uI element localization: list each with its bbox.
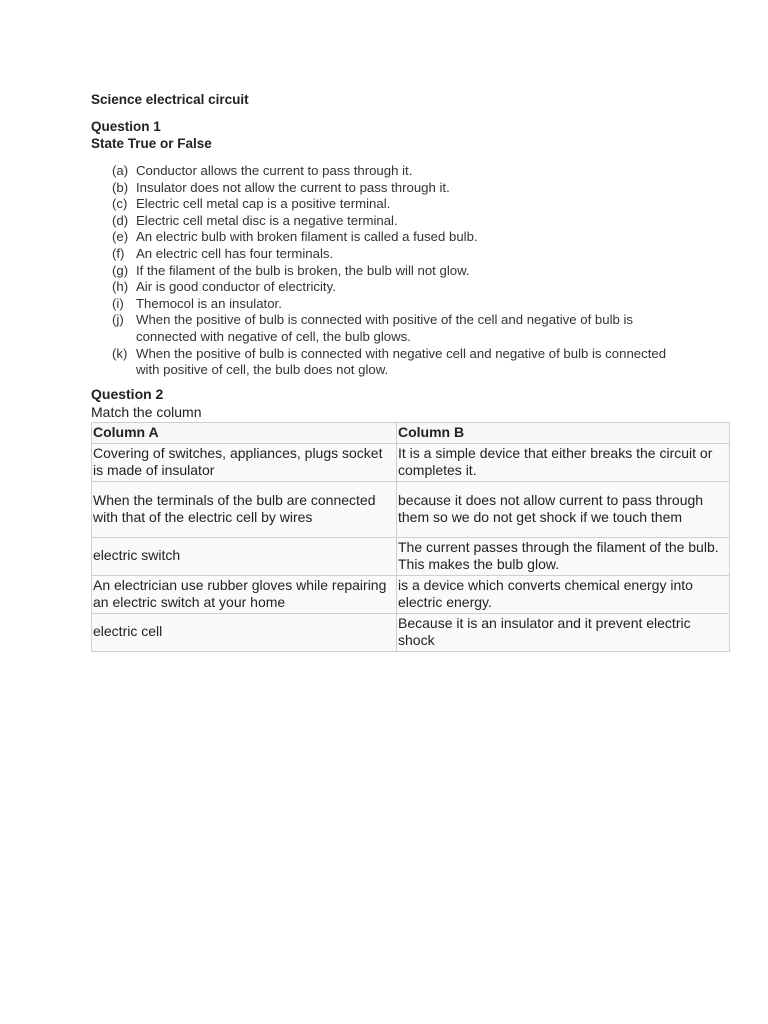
item-marker: (i) xyxy=(112,295,124,311)
item-text: An electric cell has four terminals. xyxy=(136,245,334,261)
table-row xyxy=(92,443,730,481)
table-cell-a: Covering of switches, appliances, plugs socket is made of insulator xyxy=(92,443,397,481)
question-1-instruction: State True or False xyxy=(91,135,212,151)
item-text: Insulator does not allow the current to pass through it. xyxy=(136,179,450,195)
item-text: If the filament of the bulb is broken, the bulb will not glow. xyxy=(136,262,470,278)
true-false-list xyxy=(112,163,692,379)
match-table xyxy=(91,422,730,652)
list-item xyxy=(112,263,692,280)
document-title: Science electrical circuit xyxy=(91,92,249,107)
list-item xyxy=(112,180,692,197)
table-row xyxy=(92,481,730,537)
list-item xyxy=(112,246,692,263)
item-marker: (g) xyxy=(112,262,129,278)
table-cell-b: The current passes through the filament of the bulb. This makes the bulb glow. xyxy=(397,537,730,575)
item-marker: (a) xyxy=(112,163,129,178)
item-marker: (j) xyxy=(112,312,124,328)
item-marker: (e) xyxy=(112,229,129,245)
list-item xyxy=(112,312,692,345)
item-marker: (b) xyxy=(112,179,129,195)
item-marker: (f) xyxy=(112,245,125,261)
table-cell-b: because it does not allow current to pass through them so we do not get shock if we touch them xyxy=(397,481,730,537)
item-marker: (k) xyxy=(112,345,128,361)
table-cell-b: Because it is an insulator and it prevent electric shock xyxy=(397,613,730,651)
item-text: When the positive of bulb is connected with negative cell and negative of bulb is connected with positive of cell, the bulb does not glow. xyxy=(136,345,667,378)
question-1-heading xyxy=(91,119,212,152)
question-2-label: Question 2 xyxy=(91,386,164,402)
list-item xyxy=(112,163,692,180)
item-text: An electric bulb with broken filament is called a fused bulb. xyxy=(136,229,478,245)
column-b-header: Column B xyxy=(397,423,730,444)
item-marker: (c) xyxy=(112,196,128,212)
item-text: Air is good conductor of electricity. xyxy=(136,279,336,295)
table-cell-a: An electrician use rubber gloves while repairing an electric switch at your home xyxy=(92,575,397,613)
table-row xyxy=(92,613,730,651)
list-item xyxy=(112,196,692,213)
item-text: Themocol is an insulator. xyxy=(136,295,282,311)
table-cell-a: electric switch xyxy=(92,537,397,575)
table-cell-a: electric cell xyxy=(92,613,397,651)
item-marker: (d) xyxy=(112,212,129,228)
list-item xyxy=(112,279,692,296)
table-row xyxy=(92,575,730,613)
list-item xyxy=(112,296,692,313)
question-1-label: Question 1 xyxy=(91,119,161,134)
item-marker: (h) xyxy=(112,279,129,295)
question-2-instruction: Match the column xyxy=(91,404,202,420)
item-text: When the positive of bulb is connected with positive of the cell and negative of bulb is connected with negative of cell, the bulb glows. xyxy=(136,312,634,344)
column-a-header: Column A xyxy=(92,423,397,444)
table-cell-b: is a device which converts chemical energy into electric energy. xyxy=(397,575,730,613)
list-item xyxy=(112,229,692,246)
item-text: Electric cell metal cap is a positive terminal. xyxy=(136,196,391,212)
table-cell-a: When the terminals of the bulb are connected with that of the electric cell by wires xyxy=(92,481,397,537)
item-text: Conductor allows the current to pass through it. xyxy=(136,163,413,178)
list-item xyxy=(112,346,692,379)
item-text: Electric cell metal disc is a negative terminal. xyxy=(136,212,398,228)
table-cell-b: It is a simple device that either breaks the circuit or completes it. xyxy=(397,443,730,481)
table-row xyxy=(92,537,730,575)
table-header-row xyxy=(92,423,730,444)
list-item xyxy=(112,213,692,230)
